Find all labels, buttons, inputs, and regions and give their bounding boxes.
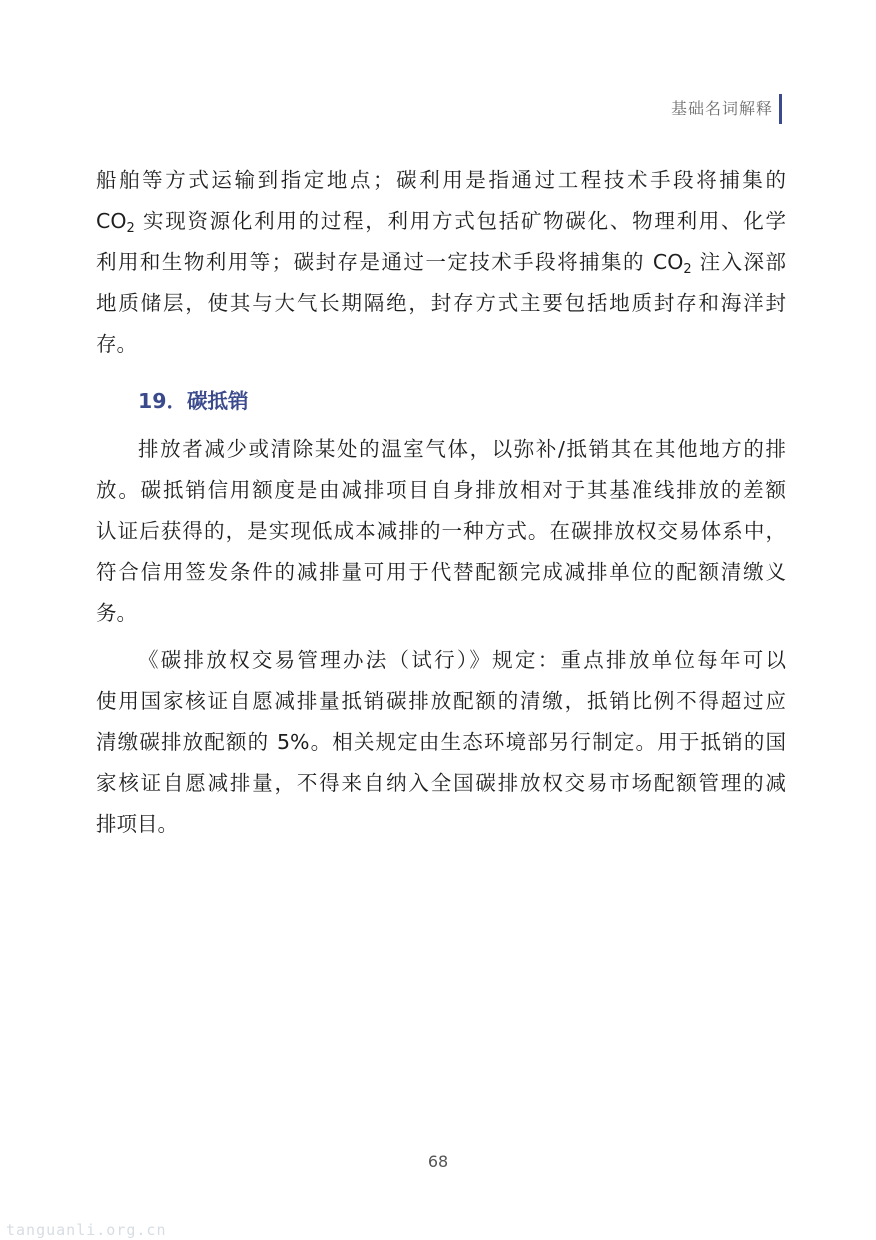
body-text-line: 地质储层，使其与大气长期隔绝，封存方式主要包括地质封存和海洋封 (96, 291, 786, 315)
running-header-title: 基础名词解释 (670, 99, 773, 118)
body-text-line: $CO_2$ 实现资源化利用的过程，利用方式包括矿物碳化、物理利用、化学 (96, 209, 786, 236)
body-text-line: 家核证自愿减排量，不得来自纳入全国碳排放权交易市场配额管理的减 (96, 771, 786, 795)
body-text-line: 排项目。 (96, 812, 178, 836)
body-text-line: 放。碳抵销信用额度是由减排项目自身排放相对于其基准线排放的差额 (96, 478, 786, 502)
body-text-line: 《碳排放权交易管理办法（试行）》规定：重点排放单位每年可以 (138, 648, 786, 672)
body-text-line: 清缴碳排放配额的 5%。相关规定由生态环境部另行制定。用于抵销的国 (96, 730, 786, 754)
body-text-line: 认证后获得的，是实现低成本减排的一种方式。在碳排放权交易体系中， (96, 519, 786, 543)
body-text-line: 务。 (96, 601, 137, 625)
page-number: 68 (427, 1152, 449, 1171)
body-text-line: 排放者减少或清除某处的温室气体，以弥补/抵销其在其他地方的排 (138, 437, 786, 461)
section-heading: 19．碳抵销 (138, 389, 249, 413)
body-text-line: 符合信用签发条件的减排量可用于代替配额完成减排单位的配额清缴义 (96, 560, 786, 584)
body-text-line: 船舶等方式运输到指定地点；碳利用是指通过工程技术手段将捕集的 (96, 168, 786, 192)
body-text-line: 存。 (96, 332, 137, 356)
body-text-line: 利用和生物利用等；碳封存是通过一定技术手段将捕集的 $CO_2$ 注入深部 (96, 250, 786, 277)
watermark-text: tanguanli.org.cn (6, 1221, 167, 1239)
header-accent-bar (779, 94, 782, 124)
body-text-line: 使用国家核证自愿减排量抵销碳排放配额的清缴，抵销比例不得超过应 (96, 689, 786, 713)
